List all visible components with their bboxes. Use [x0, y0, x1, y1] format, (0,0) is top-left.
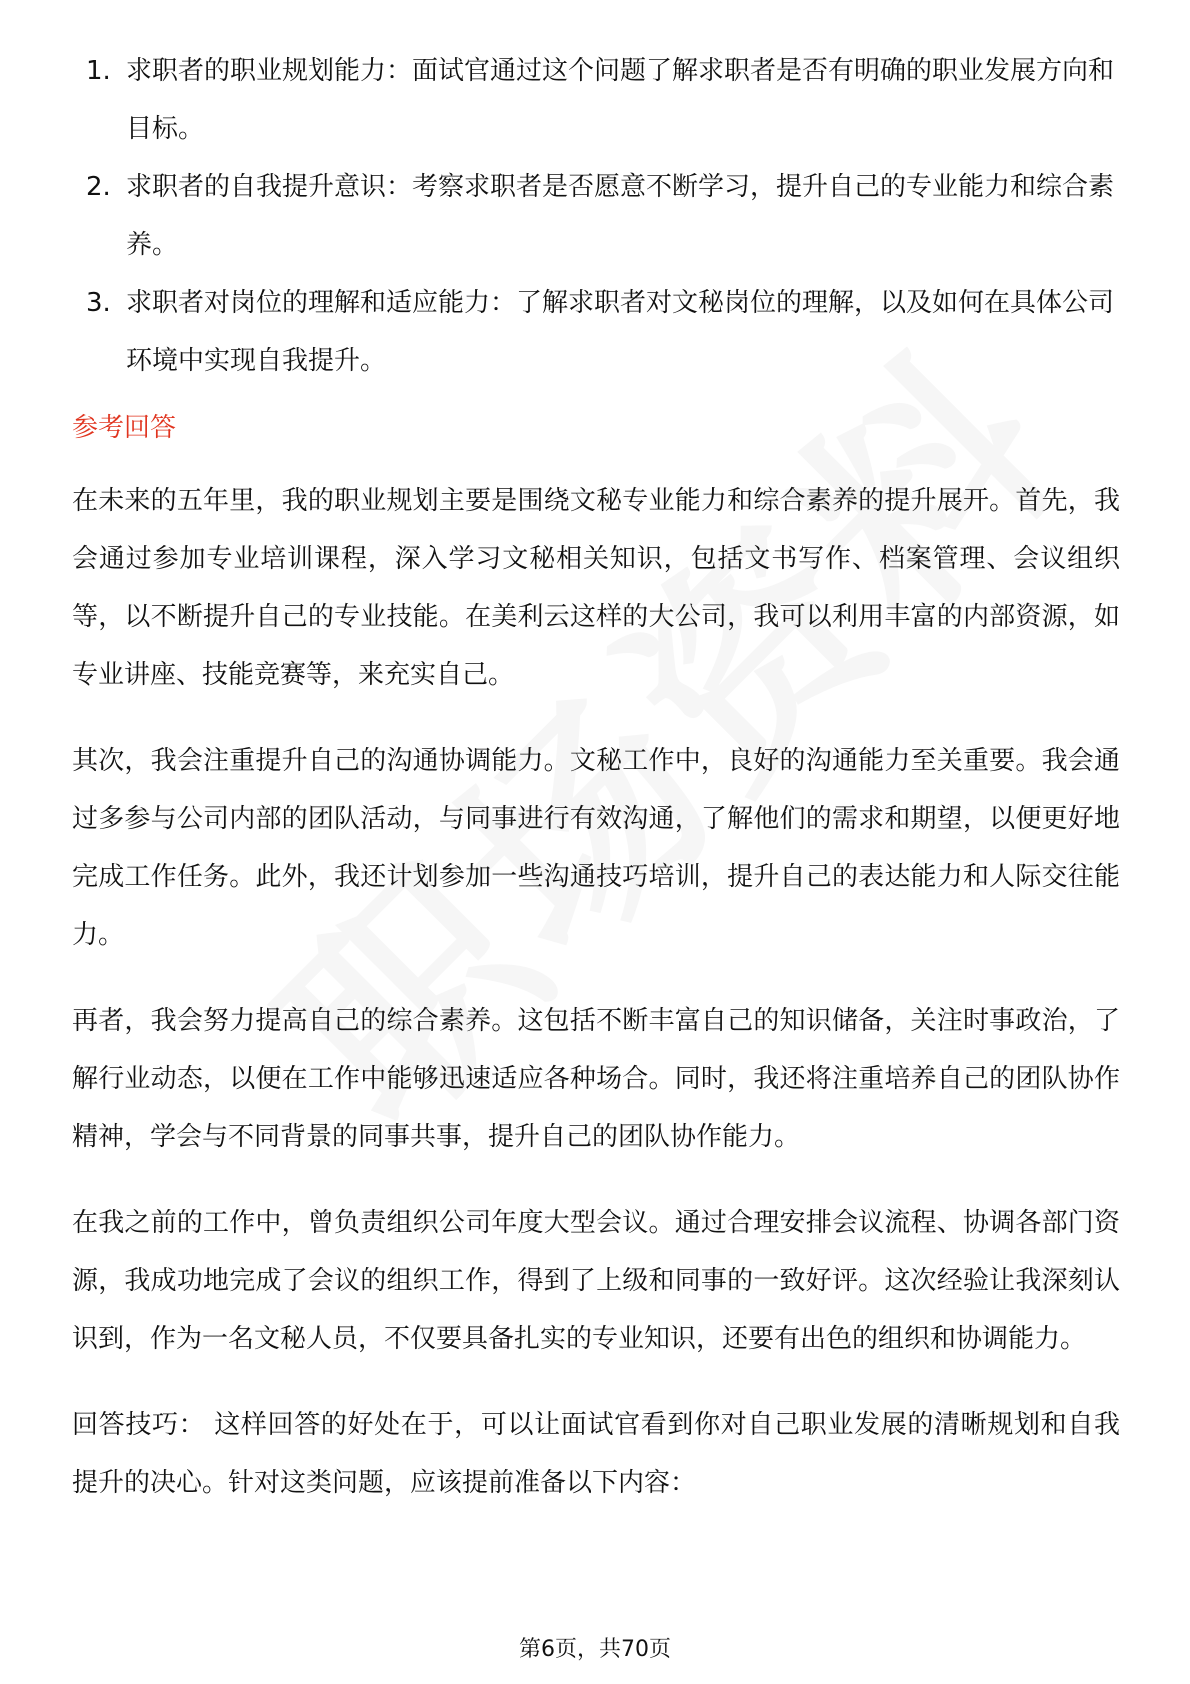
paragraph: 再者，我会努力提高自己的综合素养。这包括不断丰富自己的知识储备，关注时事政治，了解行业动态，以便在工作中能够迅速适应各种场合。同时，我还将注重培养自己的团队协作精神，学会与不同背景的同事共事，提升自己的团队协作能力。: [72, 1006, 1120, 1152]
list-item: [72, 158, 1120, 274]
evaluation-points-list: [72, 42, 1120, 390]
paragraph: 回答技巧： 这样回答的好处在于，可以让面试官看到你对自己职业发展的清晰规划和自我提升的决心。针对这类问题，应该提前准备以下内容：: [72, 1410, 1120, 1498]
list-text: 求职者的职业规划能力：面试官通过这个问题了解求职者是否有明确的职业发展方向和目标。: [126, 56, 1115, 144]
page-footer: 第6页，共70页: [519, 1637, 671, 1662]
list-text: 求职者对岗位的理解和适应能力：了解求职者对文秘岗位的理解，以及如何在具体公司环境中实现自我提升。: [126, 288, 1115, 376]
list-text: 求职者的自我提升意识：考察求职者是否愿意不断学习，提升自己的专业能力和综合素养。: [126, 172, 1115, 260]
document-body: [72, 42, 1120, 1540]
list-number: 1.: [86, 56, 111, 86]
list-item: [72, 274, 1120, 390]
paragraph: 其次，我会注重提升自己的沟通协调能力。文秘工作中，良好的沟通能力至关重要。我会通过多参与公司内部的团队活动，与同事进行有效沟通，了解他们的需求和期望，以便更好地完成工作任务。此外，我还计划参加一些沟通技巧培训，提升自己的表达能力和人际交往能力。: [72, 746, 1120, 950]
section-title: 参考回答: [72, 413, 177, 443]
paragraph: 在未来的五年里，我的职业规划主要是围绕文秘专业能力和综合素养的提升展开。首先，我会通过参加专业培训课程，深入学习文秘相关知识，包括文书写作、档案管理、会议组织等，以不断提升自己的专业技能。在美利云这样的大公司，我可以利用丰富的内部资源，如专业讲座、技能竞赛等，来充实自己。: [72, 486, 1120, 690]
list-number: 3.: [86, 288, 111, 318]
paragraph: 在我之前的工作中，曾负责组织公司年度大型会议。通过合理安排会议流程、协调各部门资源，我成功地完成了会议的组织工作，得到了上级和同事的一致好评。这次经验让我深刻认识到，作为一名文秘人员，不仅要具备扎实的专业知识，还要有出色的组织和协调能力。: [72, 1208, 1120, 1354]
list-number: 2.: [86, 172, 111, 202]
list-item: [72, 42, 1120, 158]
